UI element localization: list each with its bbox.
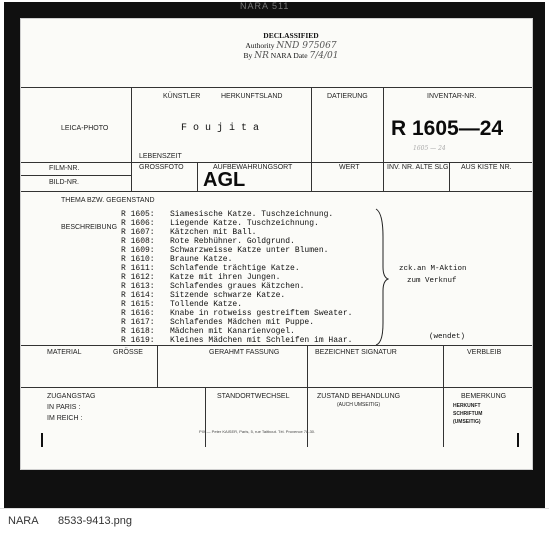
- authority-value: NND 975067: [276, 41, 337, 51]
- aufbewahrungsort-label: AUFBEWAHRUNGSORT: [213, 164, 293, 171]
- item-number: R 1616:: [121, 309, 155, 318]
- gerahmt-fassung-label: GERAHMT FASSUNG: [209, 349, 280, 356]
- item-text: Braune Katze.: [170, 255, 233, 264]
- inventory-number: R 1605—24: [391, 117, 504, 140]
- index-card: [20, 18, 533, 470]
- auch-umseitig-label: (AUCH UMSEITIG): [337, 402, 381, 408]
- bild-nr-label: BILD-NR.: [49, 179, 79, 186]
- list-item: [121, 210, 333, 219]
- nara-date-value: 7/4/01: [309, 51, 339, 61]
- list-item: [121, 273, 280, 282]
- authority-line: [221, 41, 361, 51]
- list-item: [121, 291, 285, 300]
- item-text: Sitzende schwarze Katze.: [170, 291, 286, 300]
- schriftum-label: SCHRIFTUM: [453, 411, 483, 417]
- list-item: [121, 255, 232, 264]
- item-text: Schlafende trächtige Katze.: [170, 264, 300, 273]
- punch-mark-right: [517, 433, 519, 447]
- item-text: Mädchen mit Kanarienvogel.: [170, 327, 295, 336]
- list-item: [121, 228, 256, 237]
- rule-bild: [21, 175, 131, 176]
- stamp-top-text: NARA 511: [240, 1, 290, 11]
- item-text: Katze mit ihren Jungen.: [170, 273, 281, 282]
- beschreibung-label: BESCHREIBUNG: [61, 224, 118, 231]
- by-label: By: [243, 51, 253, 60]
- zustand-behandlung-label: ZUSTAND BEHANDLUNG: [317, 393, 401, 400]
- standortwechsel-label: STANDORTWECHSEL: [217, 393, 290, 400]
- col-rule-3: [311, 87, 312, 191]
- inventory-pencil-note: 1605 — 24: [413, 145, 446, 152]
- col-rule-4: [383, 87, 384, 191]
- umseitig-label: (UMSEITIG): [453, 419, 481, 425]
- herkunftsland-label: HERKUNFTSLAND: [221, 93, 283, 100]
- rule-top: [21, 87, 532, 88]
- im-reich-label: IM REICH :: [47, 415, 83, 422]
- col-rule-9: [205, 387, 206, 447]
- zugangstag-label: ZUGANGSTAG: [47, 393, 96, 400]
- item-text: Rote Rebhühner. Goldgrund.: [170, 237, 295, 246]
- item-text: Liegende Katze. Tuschzeichnung.: [170, 219, 319, 228]
- list-item: [121, 336, 352, 345]
- brace-mark: [373, 207, 389, 347]
- by-initials: NR: [254, 51, 269, 61]
- item-text: Tollende Katze.: [170, 300, 243, 309]
- datierung-label: DATIERUNG: [327, 93, 368, 100]
- inv-nr-alte-slg-label: INV. NR. ALTE SLG.: [387, 164, 451, 171]
- bezeichnet-signatur-label: BEZEICHNET SIGNATUR: [315, 349, 397, 356]
- by-line: [221, 51, 361, 61]
- nara-date-label: NARA Date: [270, 51, 308, 60]
- rule-thema: [21, 191, 532, 192]
- scan-frame: [4, 2, 545, 508]
- item-number: R 1619:: [121, 336, 155, 345]
- list-item: [121, 282, 304, 291]
- verbleib-label: VERBLEIB: [467, 349, 502, 356]
- item-number: R 1609:: [121, 246, 155, 255]
- col-rule-2: [197, 162, 198, 191]
- col-rule-1: [131, 87, 132, 191]
- item-number: R 1605:: [121, 210, 155, 219]
- item-number: R 1613:: [121, 282, 155, 291]
- caption-filename: 8533-9413.png: [58, 515, 133, 527]
- punch-mark-left: [41, 433, 43, 447]
- list-item: [121, 318, 314, 327]
- thema-label: THEMA BZW. GEGENSTAND: [61, 197, 155, 204]
- list-item: [121, 300, 242, 309]
- aus-kiste-nr-label: AUS KISTE NR.: [461, 164, 512, 171]
- groesse-label: GRÖSSE: [113, 349, 143, 356]
- material-label: MATERIAL: [47, 349, 82, 356]
- side-note-1: zck.an M-Aktion: [399, 265, 467, 273]
- printer-imprint: PIX — Peter KAISER, Paris, 5, rue Taitbout. Tél. Provence 78-30.: [199, 429, 316, 434]
- item-number: R 1615:: [121, 300, 155, 309]
- item-number: R 1617:: [121, 318, 155, 327]
- bemerkung-label: BEMERKUNG: [461, 393, 507, 400]
- storage-location: AGL: [203, 169, 246, 191]
- image-caption: [0, 508, 549, 539]
- caption-source: NARA: [8, 515, 39, 527]
- item-number: R 1618:: [121, 327, 155, 336]
- list-item: [121, 264, 300, 273]
- side-note-2: zum Verknuf: [407, 277, 457, 285]
- side-note-3: (wendet): [429, 333, 466, 341]
- lebenszeit-label: LEBENSZEIT: [139, 153, 182, 160]
- item-number: R 1607:: [121, 228, 155, 237]
- item-text: Kleines Mädchen mit Schleifen im Haar.: [170, 336, 353, 345]
- col-rule-6: [157, 345, 158, 387]
- list-item: [121, 309, 352, 318]
- list-item: [121, 237, 295, 246]
- item-text: Schwarzweisse Katze unter Blumen.: [170, 246, 329, 255]
- film-nr-label: FILM-NR.: [49, 165, 80, 172]
- item-number: R 1606:: [121, 219, 155, 228]
- item-text: Kätzchen mit Ball.: [170, 228, 257, 237]
- item-number: R 1608:: [121, 237, 155, 246]
- item-number: R 1612:: [121, 273, 155, 282]
- herkunft-label: HERKUNFT: [453, 403, 481, 409]
- rule-material: [21, 345, 532, 346]
- item-text: Schlafendes Mädchen mit Puppe.: [170, 318, 315, 327]
- leica-photo-label: LEICA-PHOTO: [61, 125, 109, 132]
- list-item: [121, 327, 295, 336]
- item-text: Siamesische Katze. Tuschzeichnung.: [170, 210, 334, 219]
- declassified-label: DECLASSIFIED: [263, 31, 319, 40]
- rule-zugang: [21, 387, 532, 388]
- item-text: Schlafendes graues Kätzchen.: [170, 282, 305, 291]
- list-item: [121, 246, 328, 255]
- col-rule-8: [443, 345, 444, 447]
- grossfoto-label: GROSSFOTO: [139, 164, 184, 171]
- wert-label: WERT: [339, 164, 360, 171]
- kuenstler-label: KÜNSTLER: [163, 93, 201, 100]
- artist-name: F o u j i t a: [181, 123, 260, 134]
- rule-film: [21, 162, 532, 163]
- item-number: R 1610:: [121, 255, 155, 264]
- inventar-nr-label: INVENTAR-NR.: [427, 93, 477, 100]
- item-number: R 1614:: [121, 291, 155, 300]
- item-text: Knabe in rotweiss gestreiftem Sweater.: [170, 309, 353, 318]
- list-item: [121, 219, 319, 228]
- in-paris-label: IN PARIS :: [47, 404, 81, 411]
- authority-label: Authority: [245, 41, 275, 50]
- item-number: R 1611:: [121, 264, 155, 273]
- declassification-stamp: [221, 31, 361, 61]
